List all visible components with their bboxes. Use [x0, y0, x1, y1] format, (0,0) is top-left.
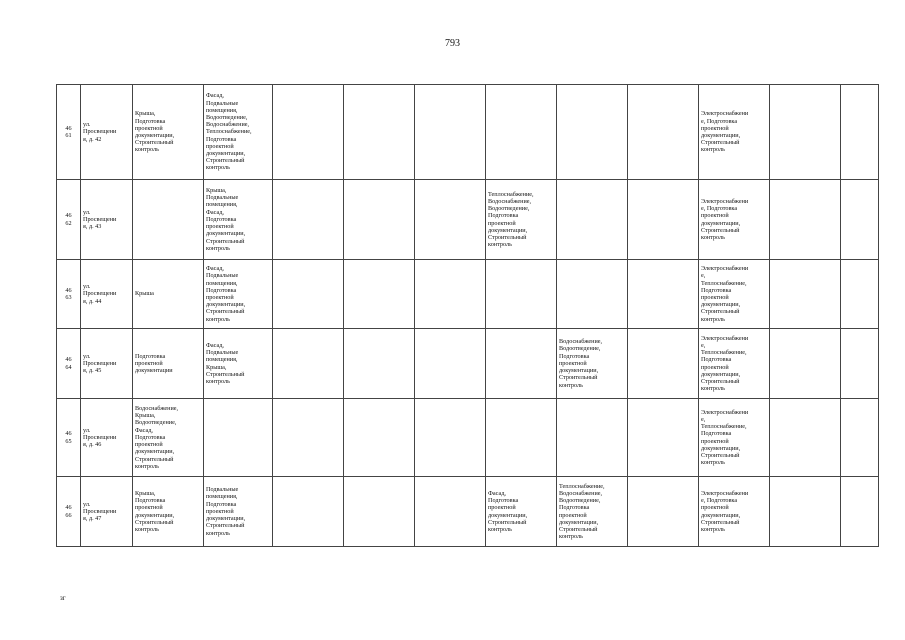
table-cell-c3	[204, 477, 273, 547]
cell-text: Подвальные помещения, Подготовка проектной документации, Строительный контроль	[206, 486, 246, 537]
table-cell-c2	[133, 85, 204, 180]
table-row	[57, 260, 879, 329]
table-cell-c10	[699, 399, 770, 477]
cell-text: Электроснабжени е, Теплоснабжение, Подготовка проектной документации, Строительный контроль	[701, 408, 749, 467]
table-cell-c7	[486, 477, 557, 547]
cell-text: Крыша, Подвальные помещения, Фасад, Подготовка проектной документации, Строительный контроль	[206, 187, 246, 252]
table-cell-c5	[344, 180, 415, 260]
cell-text: Электроснабжени е, Теплоснабжение, Подготовка проектной документации, Строительный контроль	[701, 265, 749, 323]
table-cell-c5	[344, 399, 415, 477]
table-cell-empty	[841, 260, 879, 329]
table-cell-c2	[133, 399, 204, 477]
cell-text: Электроснабжени е, Теплоснабжение, Подготовка проектной документации, Строительный контроль	[701, 334, 749, 393]
table-cell-c9	[628, 260, 699, 329]
table-cell-c9	[628, 399, 699, 477]
cell-text: 46 61	[65, 124, 72, 139]
cell-text: ул. Просвещени я, д. 43	[83, 208, 117, 231]
cell-text: 46 63	[65, 286, 72, 301]
cell-text: Теплоснабжение, Водоснабжение, Водоотведение, Подготовка проектной документации, Строительный контроль	[559, 482, 605, 541]
cell-text: ул. Просвещени я, д. 45	[83, 352, 117, 375]
table-cell-c4	[273, 399, 344, 477]
table-cell-c11	[770, 260, 841, 329]
table-cell-c6	[415, 85, 486, 180]
table-cell-c2	[133, 477, 204, 547]
table-row	[57, 399, 879, 477]
cell-text: 46 62	[65, 212, 72, 227]
cell-text: ул. Просвещени я, д. 42	[83, 121, 117, 143]
cell-text: Электроснабжени е, Подготовка проектной документации, Строительный контроль	[701, 489, 749, 533]
cell-text: Водоснабжение, Водоотведение, Подготовка проектной документации, Строительный контроль	[559, 338, 603, 389]
table-cell-c8	[557, 399, 628, 477]
cell-text: 46 64	[65, 356, 72, 371]
table-cell-num	[57, 85, 81, 180]
cell-text: Крыша	[135, 290, 154, 298]
cell-text: ул. Просвещени я, д. 44	[83, 283, 117, 305]
table-cell-num	[57, 399, 81, 477]
table-cell-empty	[841, 180, 879, 260]
table-cell-c7	[486, 180, 557, 260]
table-cell-address	[81, 477, 133, 547]
table-cell-c2	[133, 260, 204, 329]
table-cell-c3	[204, 180, 273, 260]
table-cell-c9	[628, 329, 699, 399]
footer-mark: зг	[60, 594, 66, 602]
cell-text: ул. Просвещени я, д. 47	[83, 500, 117, 523]
table-cell-c7	[486, 260, 557, 329]
table-row	[57, 329, 879, 399]
table-cell-c10	[699, 85, 770, 180]
table-cell-c11	[770, 399, 841, 477]
table-cell-c10	[699, 260, 770, 329]
page-number: 793	[445, 38, 460, 49]
cell-text: Водоснабжение, Крыша, Водоотведение, Фасад, Подготовка проектной документации, Строительный контроль	[135, 405, 179, 470]
table-cell-c4	[273, 260, 344, 329]
table-cell-address	[81, 85, 133, 180]
table-cell-empty	[841, 477, 879, 547]
table-row	[57, 180, 879, 260]
cell-text: Электроснабжени е, Подготовка проектной документации, Строительный контроль	[701, 110, 749, 154]
table-cell-c4	[273, 477, 344, 547]
table-cell-c5	[344, 85, 415, 180]
table-cell-c10	[699, 180, 770, 260]
table-cell-empty	[841, 399, 879, 477]
table-cell-c8	[557, 85, 628, 180]
table-cell-c3	[204, 329, 273, 399]
table-cell-num	[57, 260, 81, 329]
table-cell-c6	[415, 180, 486, 260]
table-cell-c8	[557, 329, 628, 399]
table-cell-c6	[415, 329, 486, 399]
table-row	[57, 477, 879, 547]
table-cell-c8	[557, 260, 628, 329]
cell-text: 46 65	[65, 430, 72, 445]
table-cell-c6	[415, 477, 486, 547]
table-cell-c10	[699, 329, 770, 399]
cell-text: Теплоснабжение, Водоснабжение, Водоотведение, Подготовка проектной документации, Строительный контроль	[488, 190, 534, 249]
table-cell-c10	[699, 477, 770, 547]
repair-schedule-table	[56, 84, 879, 547]
cell-text: Фасад, Подготовка проектной документации, Строительный контроль	[488, 489, 528, 533]
table-cell-c4	[273, 329, 344, 399]
table-cell-c3	[204, 260, 273, 329]
table-cell-address	[81, 399, 133, 477]
table-cell-empty	[841, 329, 879, 399]
cell-text: Фасад, Подвальные помещения, Водоотведение, Водоснабжение, Теплоснабжение, Подготовка проектной документации, Строительный контроль	[206, 92, 252, 172]
table-cell-c11	[770, 477, 841, 547]
cell-text: Электроснабжени е, Подготовка проектной документации, Строительный контроль	[701, 197, 749, 241]
table-cell-c3	[204, 399, 273, 477]
table-cell-c7	[486, 399, 557, 477]
cell-text: Фасад, Подвальные помещения, Подготовка проектной документации, Строительный контроль	[206, 265, 246, 323]
cell-text: Крыша, Подготовка проектной документации, Строительный контроль	[135, 110, 175, 154]
table-cell-c7	[486, 85, 557, 180]
table-cell-c11	[770, 329, 841, 399]
cell-text: 46 66	[65, 504, 72, 519]
table-cell-address	[81, 329, 133, 399]
table-cell-c8	[557, 180, 628, 260]
table-cell-c9	[628, 477, 699, 547]
table-cell-c7	[486, 329, 557, 399]
table-cell-c5	[344, 477, 415, 547]
cell-text: Крыша, Подготовка проектной документации, Строительный контроль	[135, 489, 175, 533]
table-cell-address	[81, 260, 133, 329]
table-cell-c4	[273, 85, 344, 180]
table-cell-c11	[770, 85, 841, 180]
table-cell-c6	[415, 399, 486, 477]
table-cell-empty	[841, 85, 879, 180]
table-cell-c3	[204, 85, 273, 180]
table-cell-num	[57, 329, 81, 399]
table-cell-c6	[415, 260, 486, 329]
table-cell-num	[57, 180, 81, 260]
table-cell-c9	[628, 85, 699, 180]
cell-text: ул. Просвещени я, д. 46	[83, 426, 117, 449]
table-cell-c2	[133, 329, 204, 399]
table-cell-c5	[344, 260, 415, 329]
table-cell-num	[57, 477, 81, 547]
table-cell-c4	[273, 180, 344, 260]
table-cell-address	[81, 180, 133, 260]
cell-text: Фасад, Подвальные помещения, Крыша, Строительный контроль	[206, 341, 245, 385]
table-row	[57, 85, 879, 180]
table-cell-c2	[133, 180, 204, 260]
table-cell-c11	[770, 180, 841, 260]
table-cell-c5	[344, 329, 415, 399]
table-cell-c9	[628, 180, 699, 260]
table-cell-c8	[557, 477, 628, 547]
cell-text: Подготовка проектной документации	[135, 352, 173, 375]
